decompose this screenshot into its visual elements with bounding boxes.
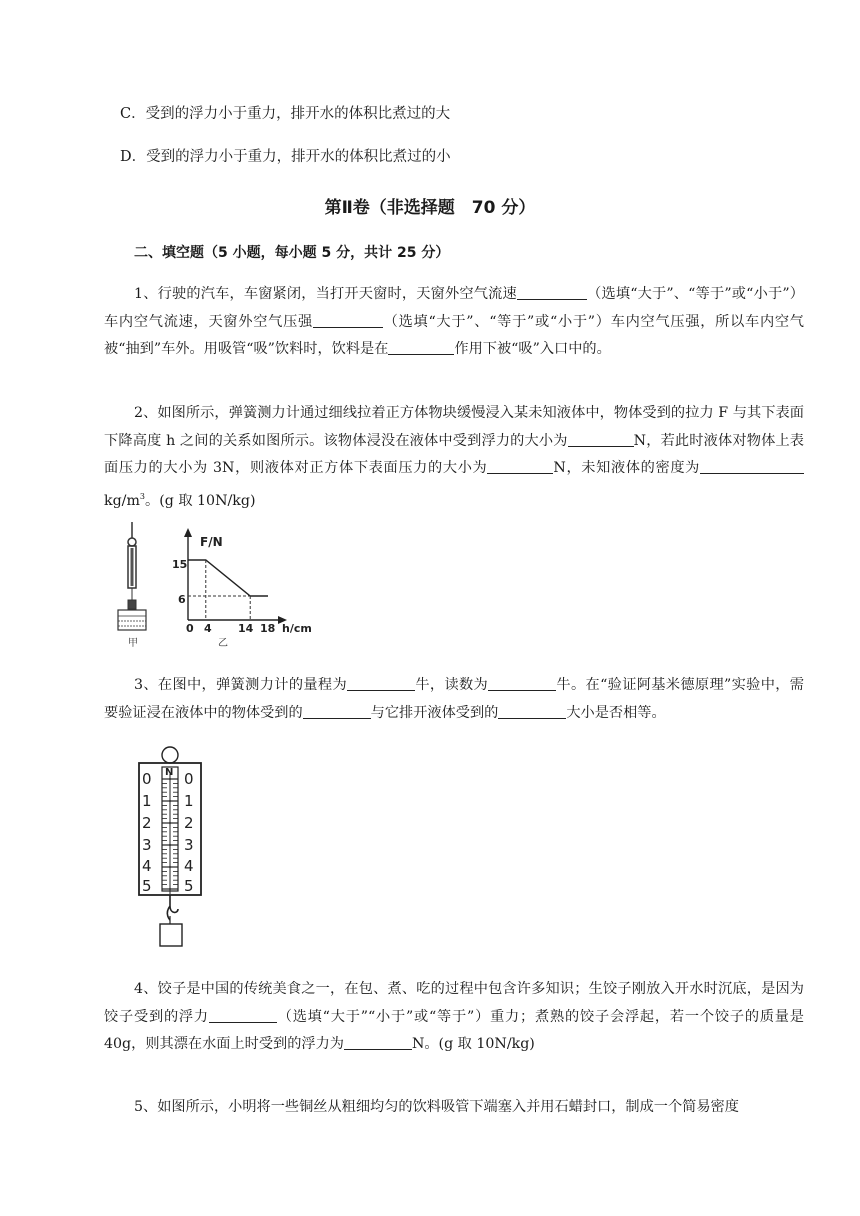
- answer-blank[interactable]: [568, 431, 634, 447]
- spring-scale-apparatus: [118, 522, 146, 630]
- q3-text-4: 与它排开液体受到的: [370, 704, 499, 721]
- question-3: [104, 672, 804, 727]
- answer-blank[interactable]: [388, 339, 454, 355]
- q2-text-1: 2、如图所示，弹簧测力计通过细线拉着正方体物块缓慢浸入某未知液体中，物体受到的拉力 F 与其下表面下降高度 h 之间的关系如图所示。该物体浸没在液体中受到浮力的大小为: [104, 405, 804, 449]
- scale-left-1: 1: [142, 792, 152, 810]
- question-4: [104, 976, 804, 1059]
- scale-right-2: 2: [184, 814, 194, 832]
- q4-text-1: 4、饺子是中国的传统美食之一，在包、煮、吃的过程中包含许多知识；生饺子刚放入开水时沉底，是因为饺子受到的浮力: [104, 981, 804, 1025]
- scale-left-2: 2: [142, 814, 152, 832]
- answer-blank[interactable]: [344, 1034, 412, 1050]
- answer-blank[interactable]: [517, 284, 587, 300]
- q4-text-3: N。(g 取 10N/kg): [411, 1036, 535, 1052]
- q2-unit-sup: 3: [139, 491, 146, 501]
- x-tick-14: 14: [238, 622, 254, 635]
- scale-right-1: 1: [184, 792, 194, 810]
- graph-xlabel: h/cm: [282, 622, 312, 635]
- graph-guide-lines: [188, 560, 250, 620]
- label-jia: 甲: [128, 638, 138, 649]
- x-tick-0: 0: [186, 622, 194, 635]
- answer-blank[interactable]: [700, 458, 804, 474]
- scale-left-3: 3: [142, 836, 152, 854]
- option-c: C．受到的浮力小于重力，排开水的体积比煮过的大: [120, 106, 451, 122]
- question-5: [104, 1094, 804, 1122]
- option-d: D．受到的浮力小于重力，排开水的体积比煮过的小: [120, 149, 451, 165]
- f-h-graph: [172, 528, 312, 649]
- q2-text-2: N，若此时液体对物体上表面压力的大小为 3N，则液体对正方体下表面压力的大小为: [104, 432, 804, 476]
- figure-2: [114, 520, 314, 650]
- q1-text-1: 1、行驶的汽车，车窗紧闭，当打开天窗时，天窗外空气流速: [134, 286, 517, 302]
- question-1: [104, 281, 804, 364]
- section-title: 第Ⅱ卷（非选择题 70 分）: [324, 198, 536, 218]
- y-tick-6: 6: [178, 593, 186, 606]
- q1-text-4: 作用下被“吸”入口中的。: [454, 341, 611, 357]
- section-subtitle: 二、填空题（5 小题，每小题 5 分，共计 25 分）: [134, 245, 450, 261]
- f-h-curve: [188, 560, 268, 596]
- figure-3: [132, 744, 212, 954]
- q5-text-1: 5、如图所示，小明将一些铜丝从粗细均匀的饮料吸管下端塞入并用石蜡封口，制成一个简易密度: [134, 1099, 739, 1115]
- q2-text-3: N，未知液体的密度为: [553, 460, 701, 476]
- q3-text-2: 牛，读数为: [415, 677, 489, 693]
- answer-blank[interactable]: [498, 703, 566, 719]
- q3-text-3: 牛。在“验证阿基米德原理”实验中，需要验证浸在液体中的物体受到的: [104, 677, 804, 721]
- answer-blank[interactable]: [303, 703, 371, 719]
- scale-right-3: 3: [184, 836, 194, 854]
- q1-text-2: （选填“大于”、“等于”或“小于”）车内空气流速，天窗外空气压强: [104, 286, 804, 330]
- x-tick-4: 4: [204, 622, 212, 635]
- unit-n: N: [165, 767, 174, 778]
- q1-text-3: （选填“大于”、“等于”或“小于”）车内空气压强，所以车内空气被“抽到”车外。用吸管“吸”饮料时，饮料是在: [104, 313, 804, 357]
- scale-right-4: 4: [184, 857, 194, 875]
- scale-right-5: 5: [184, 877, 194, 895]
- answer-blank[interactable]: [488, 675, 556, 691]
- graph-ylabel: F/N: [200, 535, 223, 549]
- question-2: [104, 400, 804, 515]
- q3-text-1: 3、在图中，弹簧测力计的量程为: [134, 677, 347, 693]
- answer-blank[interactable]: [487, 458, 553, 474]
- y-tick-15: 15: [172, 558, 188, 571]
- answer-blank[interactable]: [347, 675, 415, 691]
- q2-unit: kg/m: [104, 492, 140, 509]
- scale-left-0: 0: [142, 770, 152, 788]
- label-yi: 乙: [218, 638, 228, 649]
- scale-left-4: 4: [142, 857, 152, 875]
- q4-text-2: （选填“大于”“小于”或“等于”）重力；煮熟的饺子会浮起，若一个饺子的质量是 40g，则其漂在水面上时受到的浮力为: [104, 1008, 804, 1052]
- x-tick-18: 18: [260, 622, 276, 635]
- answer-blank[interactable]: [209, 1007, 277, 1023]
- scale-left-5: 5: [142, 877, 152, 895]
- q2-text-5: 。(g 取 10N/kg): [145, 492, 256, 509]
- q3-text-5: 大小是否相等。: [566, 704, 666, 721]
- scale-right-0: 0: [184, 770, 194, 788]
- answer-blank[interactable]: [313, 312, 383, 328]
